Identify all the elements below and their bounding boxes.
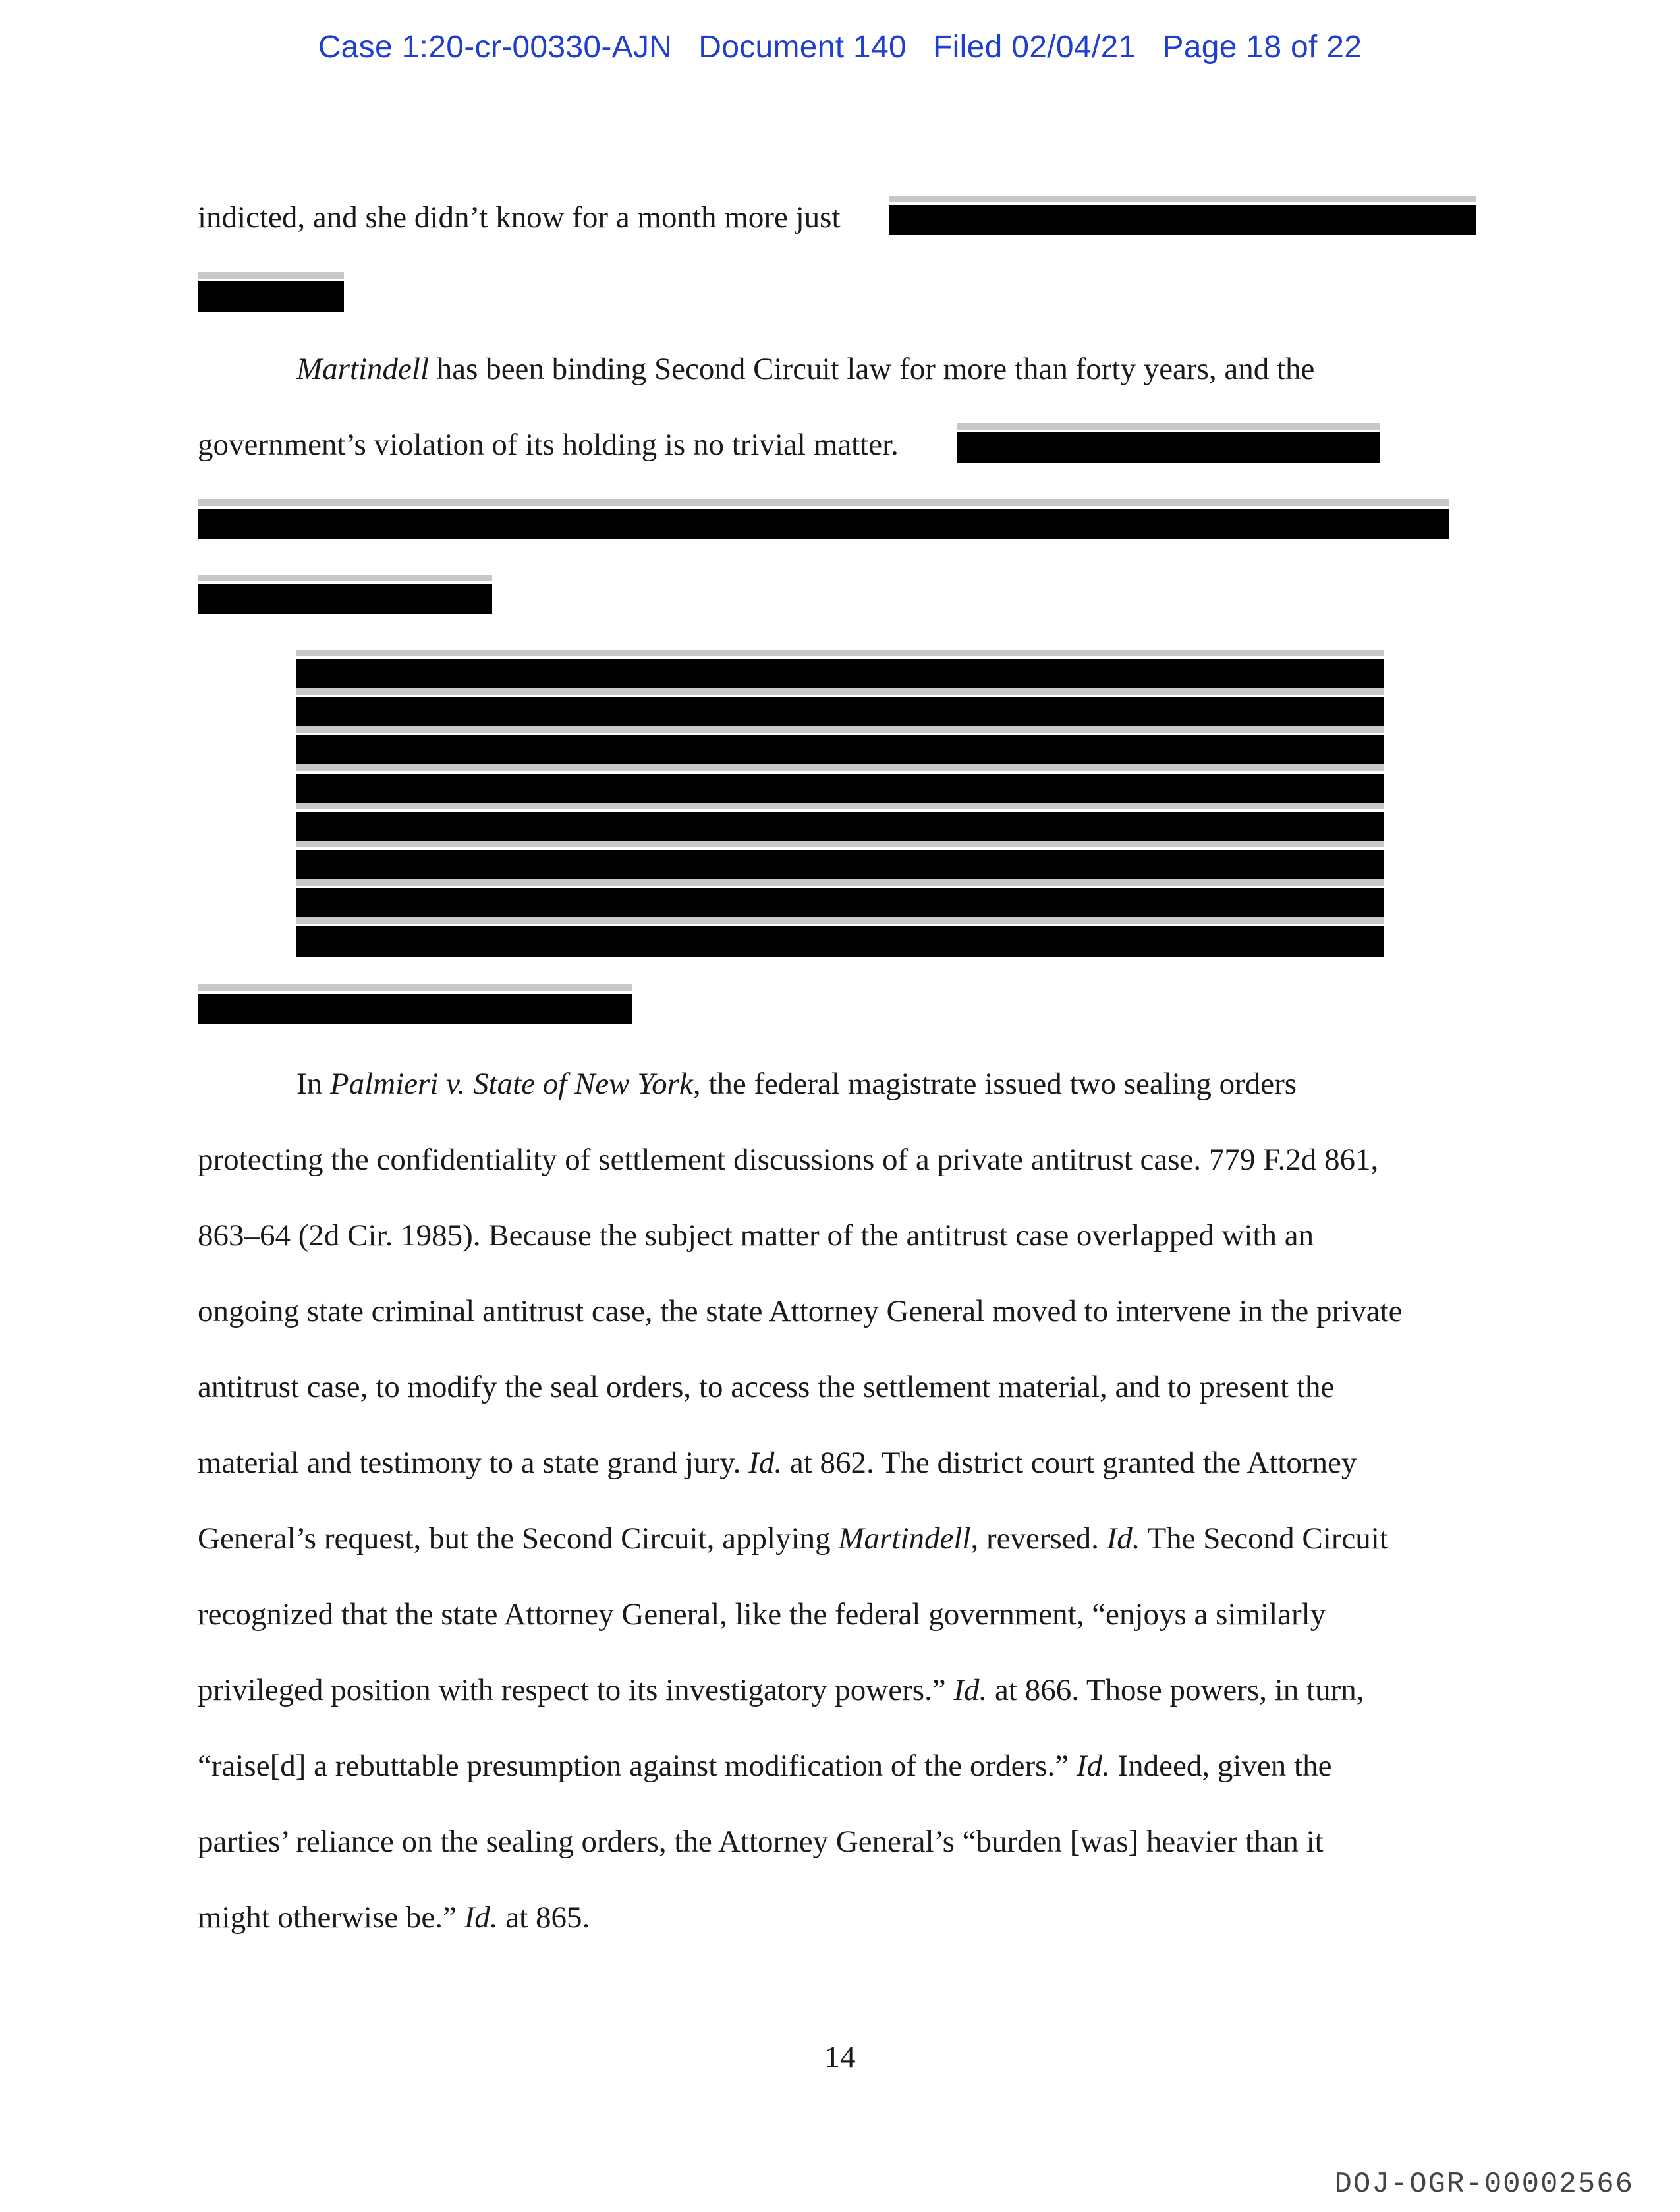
body-line: “raise[d] a rebuttable presumption against modification of the orders.” Id. Indeed, given the xyxy=(198,1749,1332,1783)
redaction-block xyxy=(198,509,1449,539)
bates-number: DOJ-OGR-00002566 xyxy=(1334,2168,1634,2201)
redaction-block xyxy=(889,205,1476,235)
body-line: recognized that the state Attorney General, like the federal government, “enjoys a similarly xyxy=(198,1597,1326,1631)
body-line: parties’ reliance on the sealing orders, the Attorney General’s “burden [was] heavier than it xyxy=(198,1825,1324,1859)
body-line: indicted, and she didn’t know for a month more just xyxy=(198,200,841,235)
body-line: antitrust case, to modify the seal orders, to access the settlement material, and to present the xyxy=(198,1370,1335,1404)
document-number: Document 140 xyxy=(698,30,907,65)
body-line: material and testimony to a state grand jury. Id. at 862. The district court granted the Attorney xyxy=(198,1446,1357,1480)
page-indicator: Page 18 of 22 xyxy=(1162,30,1362,65)
redaction-block xyxy=(296,812,1384,842)
body-line: In Palmieri v. State of New York, the federal magistrate issued two sealing orders xyxy=(296,1067,1297,1101)
redaction-block xyxy=(198,584,492,614)
body-line: protecting the confidentiality of settlement discussions of a private antitrust case. 779 F.2d 861, xyxy=(198,1143,1379,1177)
redaction-block xyxy=(296,659,1384,689)
redaction-block xyxy=(198,994,632,1024)
redaction-block xyxy=(296,735,1384,766)
case-number: Case 1:20-cr-00330-AJN xyxy=(318,30,673,65)
body-line: General’s request, but the Second Circuit, applying Martindell, reversed. Id. The Second Circuit xyxy=(198,1521,1388,1556)
redaction-block xyxy=(296,697,1384,727)
body-line: government’s violation of its holding is no trivial matter. xyxy=(198,428,899,462)
redaction-block xyxy=(957,432,1380,463)
redaction-block xyxy=(296,850,1384,880)
page-number: 14 xyxy=(824,2040,856,2074)
body-line: Martindell has been binding Second Circuit law for more than forty years, and the xyxy=(296,352,1315,386)
body-line: might otherwise be.” Id. at 865. xyxy=(198,1900,590,1935)
body-line: 863–64 (2d Cir. 1985). Because the subject matter of the antitrust case overlapped with an xyxy=(198,1218,1314,1253)
redaction-block xyxy=(296,926,1384,957)
body-line: ongoing state criminal antitrust case, the state Attorney General moved to intervene in the private xyxy=(198,1294,1403,1328)
case-header xyxy=(0,29,1680,65)
redaction-block xyxy=(296,888,1384,919)
redaction-block xyxy=(198,281,344,312)
redaction-block xyxy=(296,774,1384,804)
body-line: privileged position with respect to its investigatory powers.” Id. at 866. Those powers, in turn, xyxy=(198,1673,1364,1707)
filed-date: Filed 02/04/21 xyxy=(933,30,1136,65)
